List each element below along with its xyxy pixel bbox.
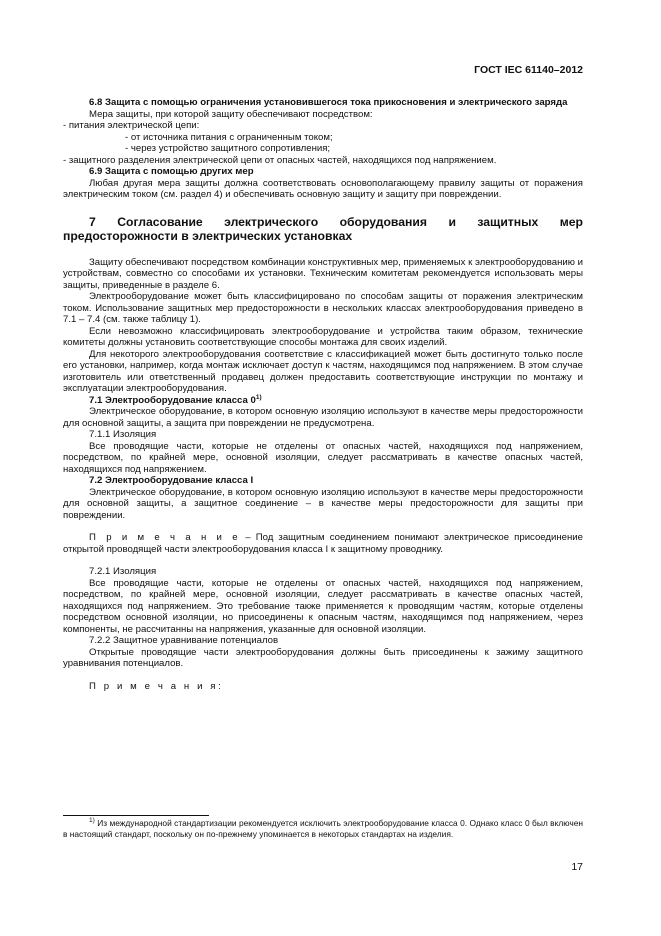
standard-header: ГОСТ IEC 61140–2012 bbox=[474, 64, 583, 76]
section-7-1-heading bbox=[63, 395, 583, 407]
section-6-8-intro: Мера защиты, при которой защиту обеспечивают посредством: bbox=[89, 108, 373, 120]
chapter-7-paragraph-2: Электрооборудование может быть классифицировано по способам защиты от поражения электрическим током. Использование защитных мер предосторожности в нескольких классах электрооборудования приведено в 7.1 – 7.4 (см. также таблицу 1). bbox=[63, 291, 583, 325]
note-text: – Под защитным соединением понимают электрическое присоединение открытой проводящей части электрооборудования класса I к защитному проводнику. bbox=[63, 532, 584, 555]
section-6-8-item-1: - питания электрической цепи: bbox=[63, 120, 200, 131]
page-number: 17 bbox=[571, 861, 583, 873]
footnote-mark: 1) bbox=[89, 817, 95, 825]
chapter-7-heading: 7 Согласование электрического оборудования и защитных мер предосторожности в электрических установках bbox=[63, 214, 583, 243]
section-6-8-item-2: - защитного разделения электрической цепи от опасных частей, находящихся под напряжением. bbox=[63, 154, 497, 166]
section-7-1-1-heading: 7.1.1 Изоляция bbox=[89, 429, 157, 440]
note-label: П р и м е ч а н и е bbox=[89, 532, 241, 543]
chapter-7-paragraph-3: Если невозможно классифицировать электрооборудование и устройства таким образом, технические комитеты должны установить соответствующие способы монтажа для своих изделий. bbox=[63, 325, 583, 348]
section-7-2-heading: 7.2 Электрооборудование класса I bbox=[89, 475, 254, 486]
section-6-8-subitem-1: - от источника питания с ограниченным током; bbox=[125, 131, 333, 143]
footnote-separator bbox=[63, 815, 209, 816]
section-7-2-2-heading: 7.2.2 Защитное уравнивание потенциалов bbox=[89, 635, 279, 646]
section-7-1-heading-text: 7.1 Электрооборудование класса 0 bbox=[89, 394, 256, 406]
footnote bbox=[63, 818, 583, 839]
chapter-7-paragraph-4: Для некоторого электрооборудования соответствие с классификацией может быть достигнуто только после его установки, например, когда монтаж исключает доступ к частям, находящимся под напряжением. В этом случае изготовитель или ответственный продавец должен предоставить соответствующие инструкции по монтажу и эксплуатации электрооборудования. bbox=[63, 348, 583, 394]
section-7-2-1-text: Все проводящие части, которые не отделены от опасных частей, находящихся под напряжением, посредством, по крайней мере, основной изоляции, следует рассматривать в качестве опасных частей, находящихся под напряжением. Это требование также применяется к проводящим частям, которые отделены посредством основной изоляции, но присоединены к опасным частям, находящимся под напряжением, через компоненты, не рассчитанны на напряжения, указанные для основной изоляции. bbox=[63, 577, 583, 635]
spacer bbox=[63, 555, 583, 566]
page-body bbox=[63, 97, 583, 692]
section-6-8-heading: 6.8 Защита с помощью ограничения установившегося тока прикосновения и электрического заряда bbox=[89, 97, 568, 108]
section-7-2-1-heading: 7.2.1 Изоляция bbox=[89, 566, 157, 577]
section-6-9-text: Любая другая мера защиты должна соответствовать основополагающему правилу защиты от поражения электрическим током (см. раздел 4) и обеспечивать основную защиту и защиту при повреждении. bbox=[63, 177, 583, 200]
chapter-7-paragraph-1: Защиту обеспечивают посредством комбинации конструктивных мер, применяемых к электрооборудованию и устройствам, совместно со способами их установки. Техническим комитетам рекомендуется использовать меры защиты, приведенные в разделе 6. bbox=[63, 256, 583, 291]
footnote-text: Из международной стандартизации рекомендуется исключить электрооборудование класса 0. Однако класс 0 был включен в настоящий стандарт, поскольку он по-прежнему упоминается в некоторых стандартах на изделия. bbox=[63, 818, 583, 839]
section-7-2-2-text: Открытые проводящие части электрооборудования должны быть присоединены к зажиму защитного уравнивания потенциалов. bbox=[63, 646, 583, 669]
section-6-9-heading: 6.9 Защита с помощью других мер bbox=[89, 166, 254, 177]
notes-label: П р и м е ч а н и я: bbox=[89, 680, 224, 692]
section-7-1-1-text: Все проводящие части, которые не отделены от опасных частей, находящихся под напряжением, посредством, по крайней мере, основной изоляции, следует рассматривать в качестве опасных частей, находящихся под напряжением. bbox=[63, 440, 583, 475]
section-7-1-text: Электрическое оборудование, в котором основную изоляцию используют в качестве меры предосторожности для основной защиты, а защита при повреждении не предусмотрена. bbox=[63, 406, 583, 429]
section-6-8-subitem-2: - через устройство защитного сопротивления; bbox=[125, 143, 331, 154]
note-block bbox=[63, 532, 583, 555]
footnote-ref-mark: 1) bbox=[255, 393, 262, 401]
section-7-2-text: Электрическое оборудование, в котором основную изоляцию используют в качестве меры предосторожности для основной защиты, а защитное соединение – в качестве меры предосторожности для защиты при повреждении. bbox=[63, 486, 583, 521]
